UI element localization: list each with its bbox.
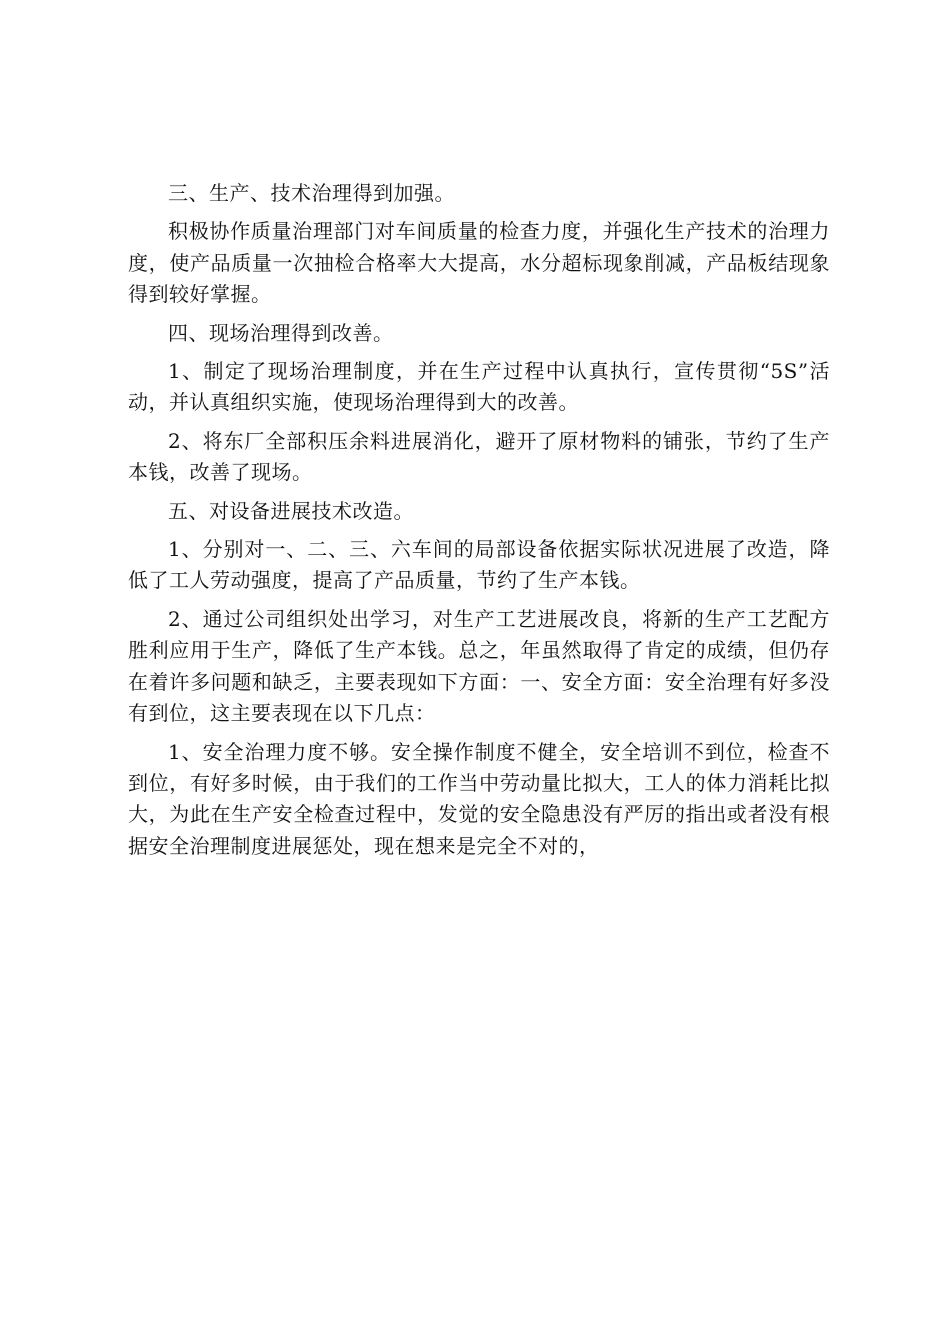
paragraph-equipment-renovation: 1、分别对一、二、三、六车间的局部设备依据实际状况进展了改造，降低了工人劳动强度，提高了产品质量，节约了生产本钱。	[128, 537, 830, 593]
paragraph-process-improvement: 2、通过公司组织处出学习，对生产工艺进展改良，将新的生产工艺配方胜利应用于生产，降低了生产本钱。总之，年虽然取得了肯定的成绩，但仍存在着许多问题和缺乏，主要表现如下方面：一、安全方面：安全治理有好多没有到位，这主要表现在以下几点：	[128, 606, 830, 726]
paragraph-safety-management: 1、安全治理力度不够。安全操作制度不健全，安全培训不到位，检查不到位，有好多时候，由于我们的工作当中劳动量比拟大，工人的体力消耗比拟大，为此在生产安全检查过程中，发觉的安全隐患没有严厉的指出或者没有根据安全治理制度进展惩处，现在想来是完全不对的，	[128, 739, 830, 858]
section-heading-site-management: 四、现场治理得到改善。	[168, 320, 394, 345]
document-body	[128, 178, 830, 869]
paragraph-quality-cooperation: 积极协作质量治理部门对车间质量的检查力度，并强化生产技术的治理力度，使产品质量一次抽检合格率大大提高，水分超标现象削减，产品板结现象得到较好掌握。	[128, 219, 830, 307]
section-heading-production-tech: 三、生产、技术治理得到加强。	[168, 181, 455, 205]
paragraph-site-management-system: 1、制定了现场治理制度，并在生产过程中认真执行，宣传贯彻“5S”活动，并认真组织实施，使现场治理得到大的改善。	[128, 359, 830, 415]
section-heading-equipment-upgrade: 五、对设备进展技术改造。	[168, 498, 414, 523]
paragraph-surplus-materials: 2、将东厂全部积压余料进展消化，避开了原材物料的铺张，节约了生产本钱，改善了现场。	[128, 428, 830, 485]
